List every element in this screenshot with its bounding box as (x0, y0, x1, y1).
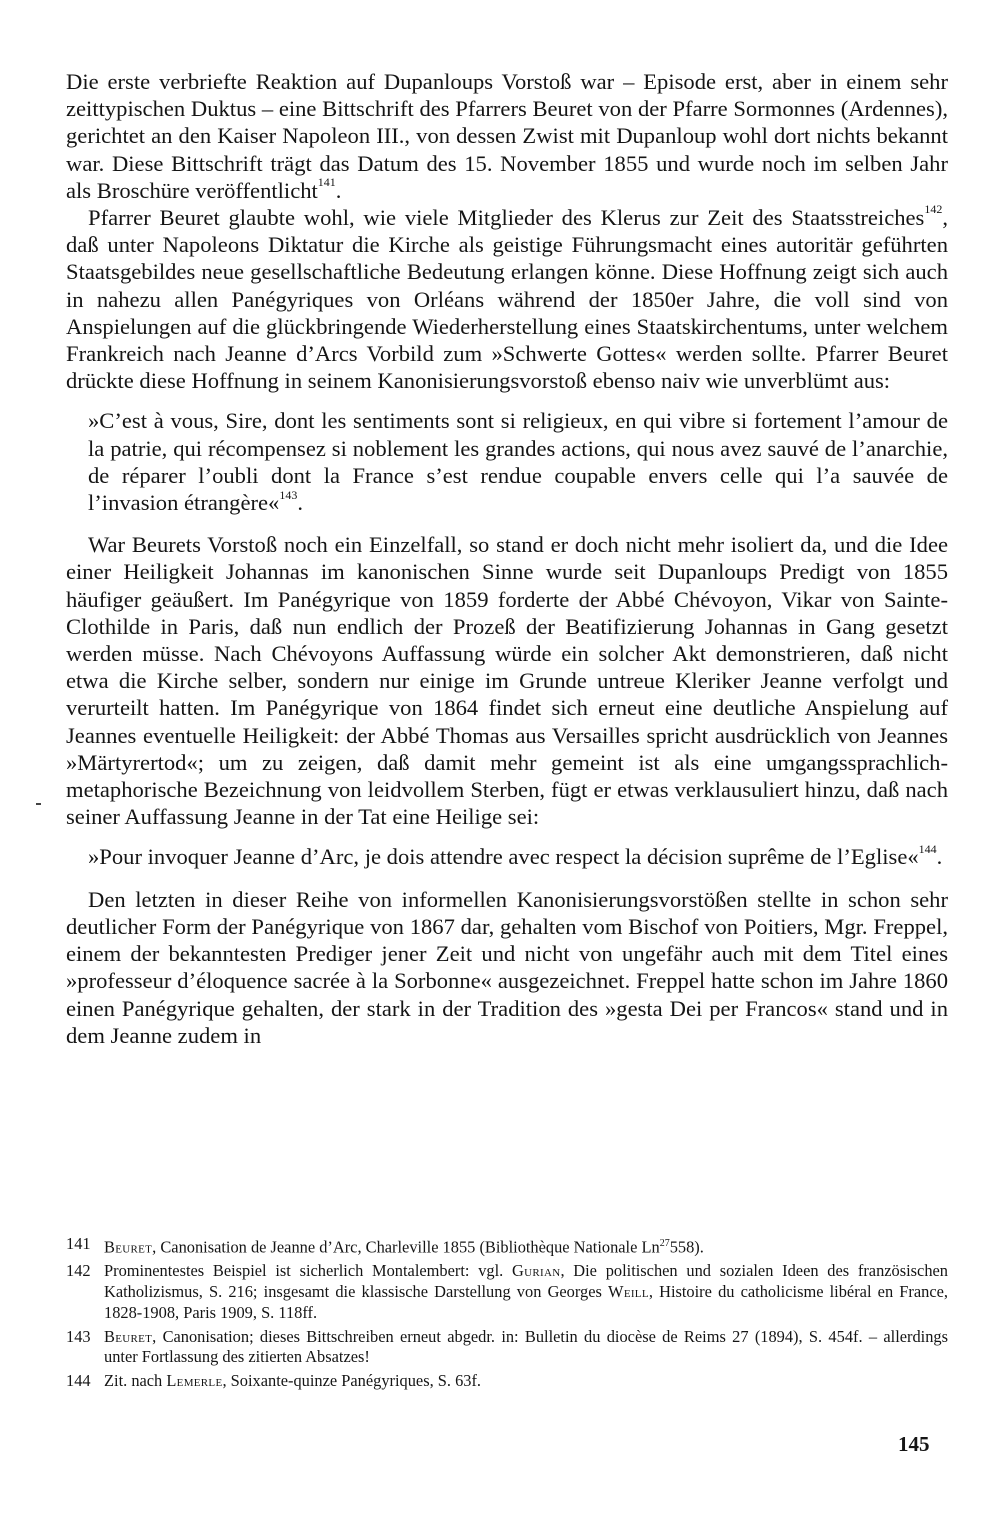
footnote-141: 141 Beuret, Canonisation de Jeanne d’Arc, Charleville 1855 (Bibliothèque Nationale Ln$^{27}$558). (66, 1234, 704, 1257)
body-text (66, 68, 948, 394)
footnote-ref-143[interactable]: 143 (279, 487, 298, 502)
page-number: 145 (898, 1432, 930, 1456)
body-text-3 (66, 886, 948, 1049)
footnote-143: 143 Beuret, Canonisation; dieses Bittschreiben erneut abgedr. in: Bulletin du diocèse de Reims 27 (1894), S. 454f. – allerdings unter Fortlassung des zitierten Absatzes! (66, 1326, 948, 1367)
paragraph-4: Den letzten in dieser Reihe von informellen Kanonisierungsvorstößen stellte in schon sehr deutlicher Form der Panégyrique von 1867 dar, gehalten vom Bischof von Poitiers, Mgr. Freppel, einem der bekanntesten Prediger jener Zeit und nicht von ungefähr auch mit dem Titel eines »professeur d’éloquence sacrée à la Sorbonne« ausgezeichnet. Freppel hatte schon im Jahre 1860 einen Panégyrique gehalten, der stark in der Tradition des »gesta Dei per Francos« stand und in dem Jeanne zudem in (66, 886, 948, 1048)
paragraph-1: Die erste verbriefte Reaktion auf Dupanloups Vorstoß war – Episode erst, aber in einem sehr zeittypischen Duktus – eine Bittschrift des Pfarrers Beuret von der Pfarre Sormonnes (Ardennes), gerichtet an den Kaiser Napoleon III., von dessen Zwist mit Dupanloup wohl dort nichts bekannt war. Diese Bittschrift trägt das Datum des 15. November 1855 und wurde noch im selben Jahr als Broschüre veröffentlicht$^{141}$. (66, 69, 948, 203)
margin-mark (36, 803, 41, 805)
footnotes (66, 1234, 948, 1395)
footnote-ref-141[interactable]: 141 (317, 175, 336, 190)
footnote-142: 142 Prominentestes Beispiel ist sicherlich Montalembert: vgl. Gurian, Die politischen und sozialen Ideen des französischen Katholizismus, S. 216; insgesamt die klassische Darstellung von Georges Weill, Histoire du catholicisme libéral en France, 1828-1908, Paris 1909, S. 118ff. (66, 1261, 948, 1322)
footnote-144: 144 Zit. nach Lemerle, Soixante-quinze Panégyriques, S. 63f. (66, 1371, 482, 1391)
footnote-ref-142[interactable]: 142 (924, 202, 943, 217)
block-quote-1: »C’est à vous, Sire, dont les sentiments sont si religieux, en qui vibre si fortement l’amour de la patrie, qui récompensez si noblement les grandes actions, qui nous avez sauvé de l’anarchie, de réparer l’oubli dont la France s’est rendue coupable envers celle qui l’a sauvée de l’invasion étrangère«$^{143}$. (88, 408, 948, 516)
paragraph-3: War Beurets Vorstoß noch ein Einzelfall, so stand er doch nicht mehr isoliert da, und die Idee einer Heiligkeit Johannas im kanonischen Sinne wurde seit Dupanloups Predigt von 1855 häufiger geäußert. Im Panégyrique von 1859 forderte der Abbé Chévoyon, Vikar von Sainte-Clothilde in Paris, daß nun endlich der Prozeß der Beatifizierung Johannas in Gang gesetzt werden müsse. Nach Chévoyons Auffassung würde ein solcher Akt demonstrieren, daß nicht etwa die Kirche selber, sondern nur einige im Grunde untreue Kleriker Jeanne verfolgt und verurteilt hatten. Im Panégyrique von 1864 findet sich erneut eine deutliche Anspielung auf Jeannes eventuelle Heiligkeit: der Abbé Thomas aus Versailles spricht ausdrücklich von Jeannes »Märtyrertod«; um zu zeigen, daß damit mehr gemeint ist als eine umgangssprachlich-metaphorische Bezeichnung von leidvollem Sterben, fügt er etwas verklausuliert hinzu, daß nach seiner Auffassung Jeanne in der Tat eine Heilige sei: (66, 532, 948, 830)
paragraph-2: Pfarrer Beuret glaubte wohl, wie viele Mitglieder des Klerus zur Zeit des Staatsstreiches$^{142}$, daß unter Napoleons Diktatur die Kirche als geistige Führungsmacht eines autoritär geführten Staatsgebildes neue gesellschaftliche Bedeutung erlangen könne. Diese Hoffnung zeigt sich auch in nahezu allen Panégyriques von Orléans während der 1850er Jahre, die voll sind von Anspielungen auf die glückbringende Wiederherstellung eines Staatskirchentums, unter welchem Frankreich nach Jeanne d’Arcs Vorbild zum »Schwerte Gottes« werden sollte. Pfarrer Beuret drückte diese Hoffnung in seinem Kanonisierungsvorstoß ebenso naiv wie unverblümt aus: (66, 202, 948, 394)
body-text-2 (66, 531, 948, 830)
page-content (66, 68, 948, 1049)
block-quote-2: »Pour invoquer Jeanne d’Arc, je dois attendre avec respect la décision suprême de l’Eglise«$^{144}$. (88, 841, 943, 870)
footnote-ref-144[interactable]: 144 (918, 841, 937, 856)
